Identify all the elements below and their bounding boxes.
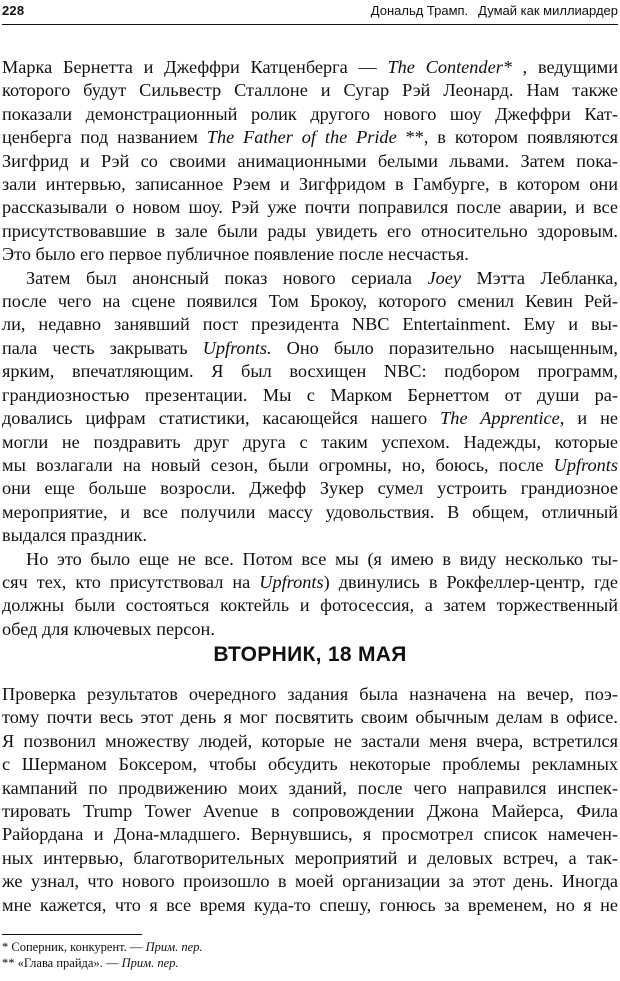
text-line: обед для ключевых персон. <box>2 618 215 639</box>
text-line: могли не поздравить друг друга с таким успехом. Надежды, которые <box>2 431 618 452</box>
text-line: с Шерманом Боксером, чтобы обсудить некоторые проблемы рекламных <box>2 754 618 775</box>
text-line: после чего на сцене появился Том Брокоу, которого сменил Кевин Рей- <box>2 291 618 312</box>
paragraph-1 <box>2 56 618 267</box>
text-line: выдался праздник. <box>2 525 147 546</box>
text-line: присутствовавшие в зале были рады увидеть его относительно здоровым. <box>2 220 618 241</box>
text-line: Затем был анонсный показ нового сериала Joey Мэтта Лебланка, <box>26 267 618 288</box>
text-line: ценберга под названием The Father of the Pride **, в котором появляются <box>2 127 619 148</box>
text-line: пала честь закрывать Upfronts. Оно было поразительно насыщенным, <box>2 337 618 358</box>
text-line: ных интервью, благотворительных мероприятий и деловых встреч, а так- <box>2 847 618 868</box>
text-line: показали демонстрационный ролик другого нового шоу Джеффри Кат- <box>2 103 618 124</box>
text-line: мы возлагали на новый сезон, были огромны, но, боюсь, после Upfronts <box>2 454 618 475</box>
text-line: Райордана и Дона-младшего. Вернувшись, я просмотрел список намечен- <box>2 824 618 845</box>
text-line: грандиозностью презентации. Мы с Марком Бернеттом от души ра- <box>2 384 618 405</box>
section-heading: ВТОРНИК, 18 МАЯ <box>213 643 407 666</box>
text-line: мне кажется, что я все время куда-то спешу, гонюсь за временем, но я не <box>2 894 618 915</box>
running-title <box>371 3 618 18</box>
text-line: Но это было еще не все. Потом все мы (я имею в виду несколько ты- <box>26 548 618 569</box>
running-title-author: Дональд Трамп. <box>370 3 469 18</box>
footnotes <box>2 939 203 971</box>
italic-title: Upfronts <box>553 454 618 475</box>
paragraph-2 <box>2 267 618 548</box>
text-line: рассказывали о новом шоу. Рэй уже почти поправился после аварии, и все <box>2 197 618 218</box>
italic-title: The Father of the Pride <box>206 127 397 148</box>
text-line: Проверка результатов очередного задания была назначена на вечер, поэ- <box>2 684 618 704</box>
italic-title: Upfronts <box>259 571 324 592</box>
text-line: тировать Trump Tower Avenue в сопровождении Джона Майерса, Фила <box>2 801 618 822</box>
text-line: Это было его первое публичное появление после несчастья. <box>2 244 469 265</box>
running-header <box>2 2 618 25</box>
footnote-2: ** «Глава прайда». — Прим. пер. <box>2 956 179 970</box>
running-title-book: Думай как миллиардер <box>478 3 618 18</box>
text-line: Зигфрид и Рэй со своими анимационными белыми львами. Затем пока- <box>2 150 618 171</box>
text-line: зали интервью, записанное Рэем и Зигфридом в Гамбурге, в котором они <box>2 174 618 195</box>
text-line: сяч тех, кто присутствовал на Upfronts) двинулись в Рокфеллер-центр, где <box>2 571 618 592</box>
italic-title: The Apprentice <box>440 408 560 429</box>
italic-title: Joey <box>427 267 462 288</box>
text-line: же узнал, что нового произошло в моей организации за этот день. Иногда <box>2 871 618 892</box>
text-line: которого будут Сильвестр Сталлоне и Сугар Рэй Леонард. Нам также <box>2 80 618 101</box>
text-line: ярким, впечатляющим. Я был восхищен NBC: подбором программ, <box>2 361 618 382</box>
section-body <box>2 683 618 917</box>
text-line: мероприятие, и все получили массу удовольствия. В общем, отличный <box>2 501 618 522</box>
page-number: 228 <box>2 3 25 18</box>
footnote-1: * Соперник, конкурент. — Прим. пер. <box>2 940 203 954</box>
italic-title: The Contender* <box>387 57 512 77</box>
body-text <box>2 56 618 641</box>
text-line: кампаний по продвижению моих зданий, после чего направился инспек- <box>2 777 618 798</box>
italic-title: Upfronts. <box>202 337 272 358</box>
text-line: Марка Бернетта и Джеффри Катценберга — The Contender* , ведущими <box>2 57 619 77</box>
text-line: ли, недавно занявший пост президента NBC Entertainment. Ему и вы- <box>2 314 618 335</box>
text-line: они еще больше возросли. Джефф Зукер сумел устроить грандиозное <box>2 478 618 499</box>
text-line: довались цифрам статистики, касающейся нашего The Apprentice, и не <box>2 408 619 429</box>
text-line: тому почти весь этот день я мог посвятить своим обычным делам в офисе. <box>2 707 618 728</box>
footnote-divider <box>2 934 142 935</box>
paragraph-3 <box>2 548 618 642</box>
text-line: Я позвонил множеству людей, которые не застали меня вчера, встретился <box>2 730 618 751</box>
text-line: должны были состояться коктейль и фотосессия, а затем торжественный <box>2 595 618 616</box>
